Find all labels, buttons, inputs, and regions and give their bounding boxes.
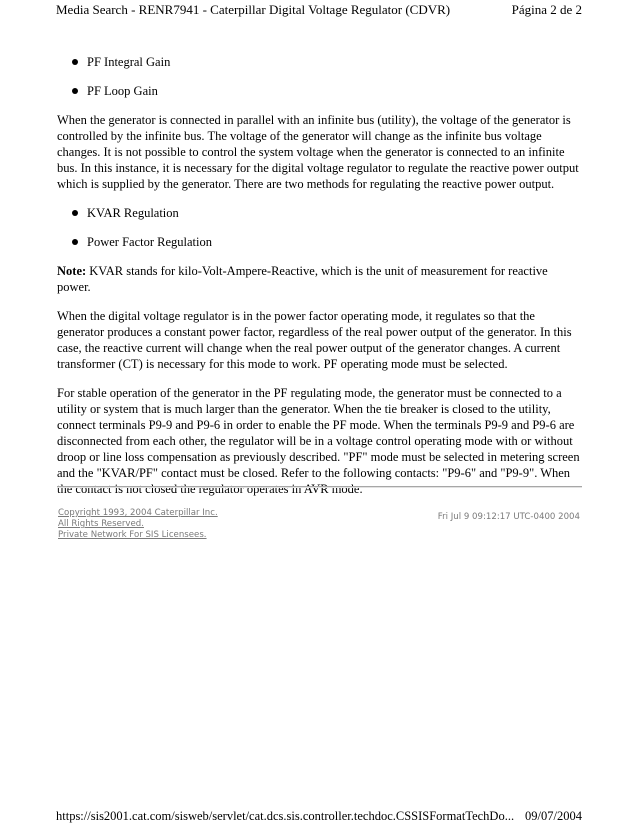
list-item-text: PF Loop Gain [87,84,158,98]
private-network-link[interactable]: Private Network For SIS Licensees. [58,530,207,540]
list-item [71,54,582,70]
copyright-links [58,508,218,541]
generated-timestamp: Fri Jul 9 09:12:17 UTC-0400 2004 [437,512,580,522]
bullet-icon [72,239,78,245]
copyright-link[interactable]: Copyright 1993, 2004 Caterpillar Inc. [58,508,218,518]
regulation-methods-list [57,205,582,250]
list-item [71,205,582,221]
print-date: 09/07/2004 [525,809,582,823]
footer-divider [57,486,582,488]
page-url: https://sis2001.cat.com/sisweb/servlet/cat.dcs.sis.controller.techdoc.CSSISFormatTechDo... [56,809,515,823]
note-paragraph [57,263,582,295]
pf-gain-list [57,54,582,99]
list-item [71,234,582,250]
paragraph-power-factor-mode: When the digital voltage regulator is in the power factor operating mode, it regulates so that the generator produces a constant power factor, regardless of the real power output of the generator. In this case, the reactive current will change when the real power output of the generator changes. A current transformer (CT) is necessary for this mode to work. PF operating mode must be selected. [57,309,572,371]
rights-link[interactable]: All Rights Reserved. [58,519,144,529]
bullet-icon [72,59,78,65]
paragraph-infinite-bus: When the generator is connected in parallel with an infinite bus (utility), the voltage of the generator is controlled by the infinite bus. The voltage of the generator will change as the infinite bus voltage changes. It is not possible to control the system voltage when the generator is connected to an infinite bus. In this instance, it is necessary for the digital voltage regulator to regulate the reactive power output which is supplied by the generator. There are two methods for regulating the reactive power output. [57,113,579,191]
list-item [71,83,582,99]
print-header [56,2,582,18]
page-indicator: Página 2 de 2 [511,2,582,17]
note-label: Note: [57,264,87,278]
bullet-icon [72,210,78,216]
bullet-icon [72,88,78,94]
list-item-text: KVAR Regulation [87,206,179,220]
print-footer [56,808,582,824]
list-item-text: Power Factor Regulation [87,235,212,249]
document-title: Media Search - RENR7941 - Caterpillar Digital Voltage Regulator (CDVR) [56,2,451,17]
note-text: KVAR stands for kilo-Volt-Ampere-Reactive, which is the unit of measurement for reactive power. [57,264,548,294]
paragraph-pf-regulating-mode: For stable operation of the generator in the PF regulating mode, the generator must be connected to a utility or system that is much larger than the generator. When the tie breaker is closed to the utility, connect terminals P9-9 and P9-6 in order to enable the PF mode. When the terminals P9-9 and P9-6 are disconnected from each other, the regulator will be in a voltage control operating mode with or without droop or line loss compensation as previously described. "PF" mode must be selected in metering screen and the "KVAR/PF" contact must be closed. Refer to the following contacts: "P9-6" and "P9-9". When the contact is not closed the regulator operates in AVR mode. [57,386,580,496]
list-item-text: PF Integral Gain [87,55,171,69]
document-body [57,54,582,510]
